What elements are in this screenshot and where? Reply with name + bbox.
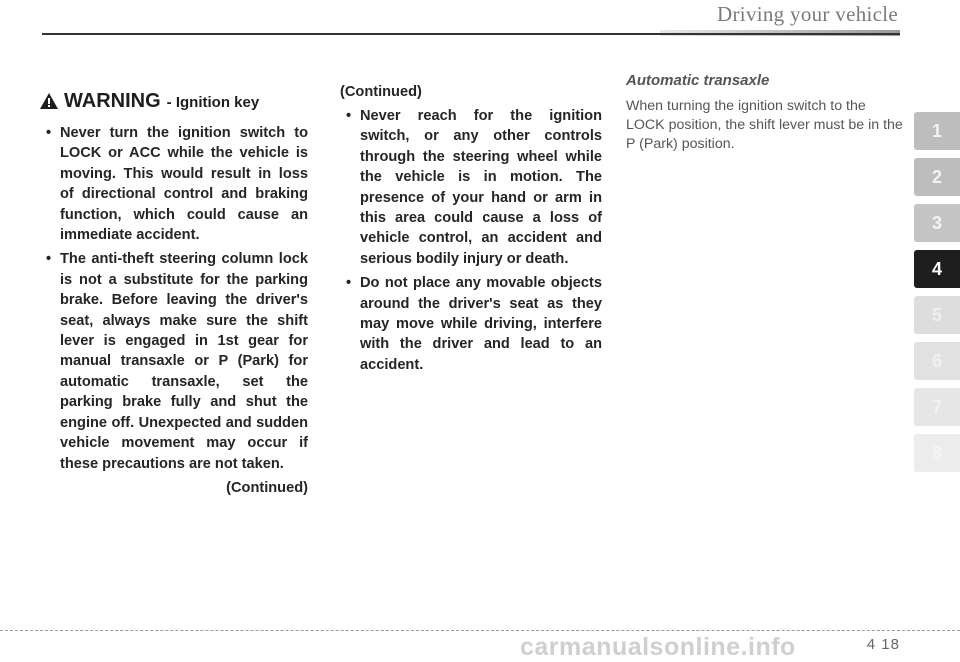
chapter-tab-6[interactable]: 6 xyxy=(914,342,960,380)
warning-subject: - Ignition key xyxy=(166,94,260,111)
chapter-tab-8[interactable]: 8 xyxy=(914,434,960,472)
automatic-text: When turning the ignition switch to the LOCK position, the shift lever must be in the P (Park) position. xyxy=(626,98,903,152)
warning-column xyxy=(40,80,308,496)
chapter-tab-3[interactable]: 3 xyxy=(914,204,960,242)
warning-bullets xyxy=(40,123,308,474)
chapter-tabs xyxy=(914,112,960,480)
continued-bullet: • Do not place any movable objects around the driver's seat as they may move while driving, interfere with the driver and lead to an accident. xyxy=(340,273,602,375)
continued-note: (Continued) xyxy=(226,479,308,496)
watermark: carmanualsonline.info xyxy=(520,633,796,661)
page-number: 4 18 xyxy=(866,636,900,653)
warning-triangle-icon xyxy=(40,93,58,109)
warning-bullet: • The anti-theft steering column lock is not a substitute for the parking brake. Before leaving the driver's seat, always make sure the shift lever is engaged in 1st gear for manual transaxle or P (Park) for automatic transaxle, set the parking brake fully and shut the engine off. Unexpected and sudden vehicle movement may occur if these precautions are not taken. xyxy=(40,249,308,473)
header-title: Driving your vehicle xyxy=(717,2,898,26)
continued-heading: (Continued) xyxy=(340,84,422,100)
chapter-tab-4-active[interactable]: 4 xyxy=(914,250,960,288)
automatic-heading: Automatic transaxle xyxy=(626,72,770,89)
warning-bullet: • Never turn the ignition switch to LOCK or ACC while the vehicle is moving. This would result in loss of directional control and braking function, which could cause an immediate accident. xyxy=(40,123,308,245)
chapter-tab-2[interactable]: 2 xyxy=(914,158,960,196)
footer-rule xyxy=(0,630,960,631)
chapter-tab-1[interactable]: 1 xyxy=(914,112,960,150)
continued-bullets xyxy=(340,106,602,375)
continued-column xyxy=(340,84,602,379)
chapter-tab-7[interactable]: 7 xyxy=(914,388,960,426)
automatic-column xyxy=(626,72,908,154)
warning-heading xyxy=(40,90,308,113)
header-rule xyxy=(42,33,900,35)
continued-bullet: • Never reach for the ignition switch, or any other controls through the steering wheel while the vehicle is in motion. The presence of your hand or arm in this area could cause a loss of vehicle control, an accident and serious bodily injury or death. xyxy=(340,106,602,269)
chapter-tab-5[interactable]: 5 xyxy=(914,296,960,334)
warning-label: WARNING xyxy=(64,90,161,112)
